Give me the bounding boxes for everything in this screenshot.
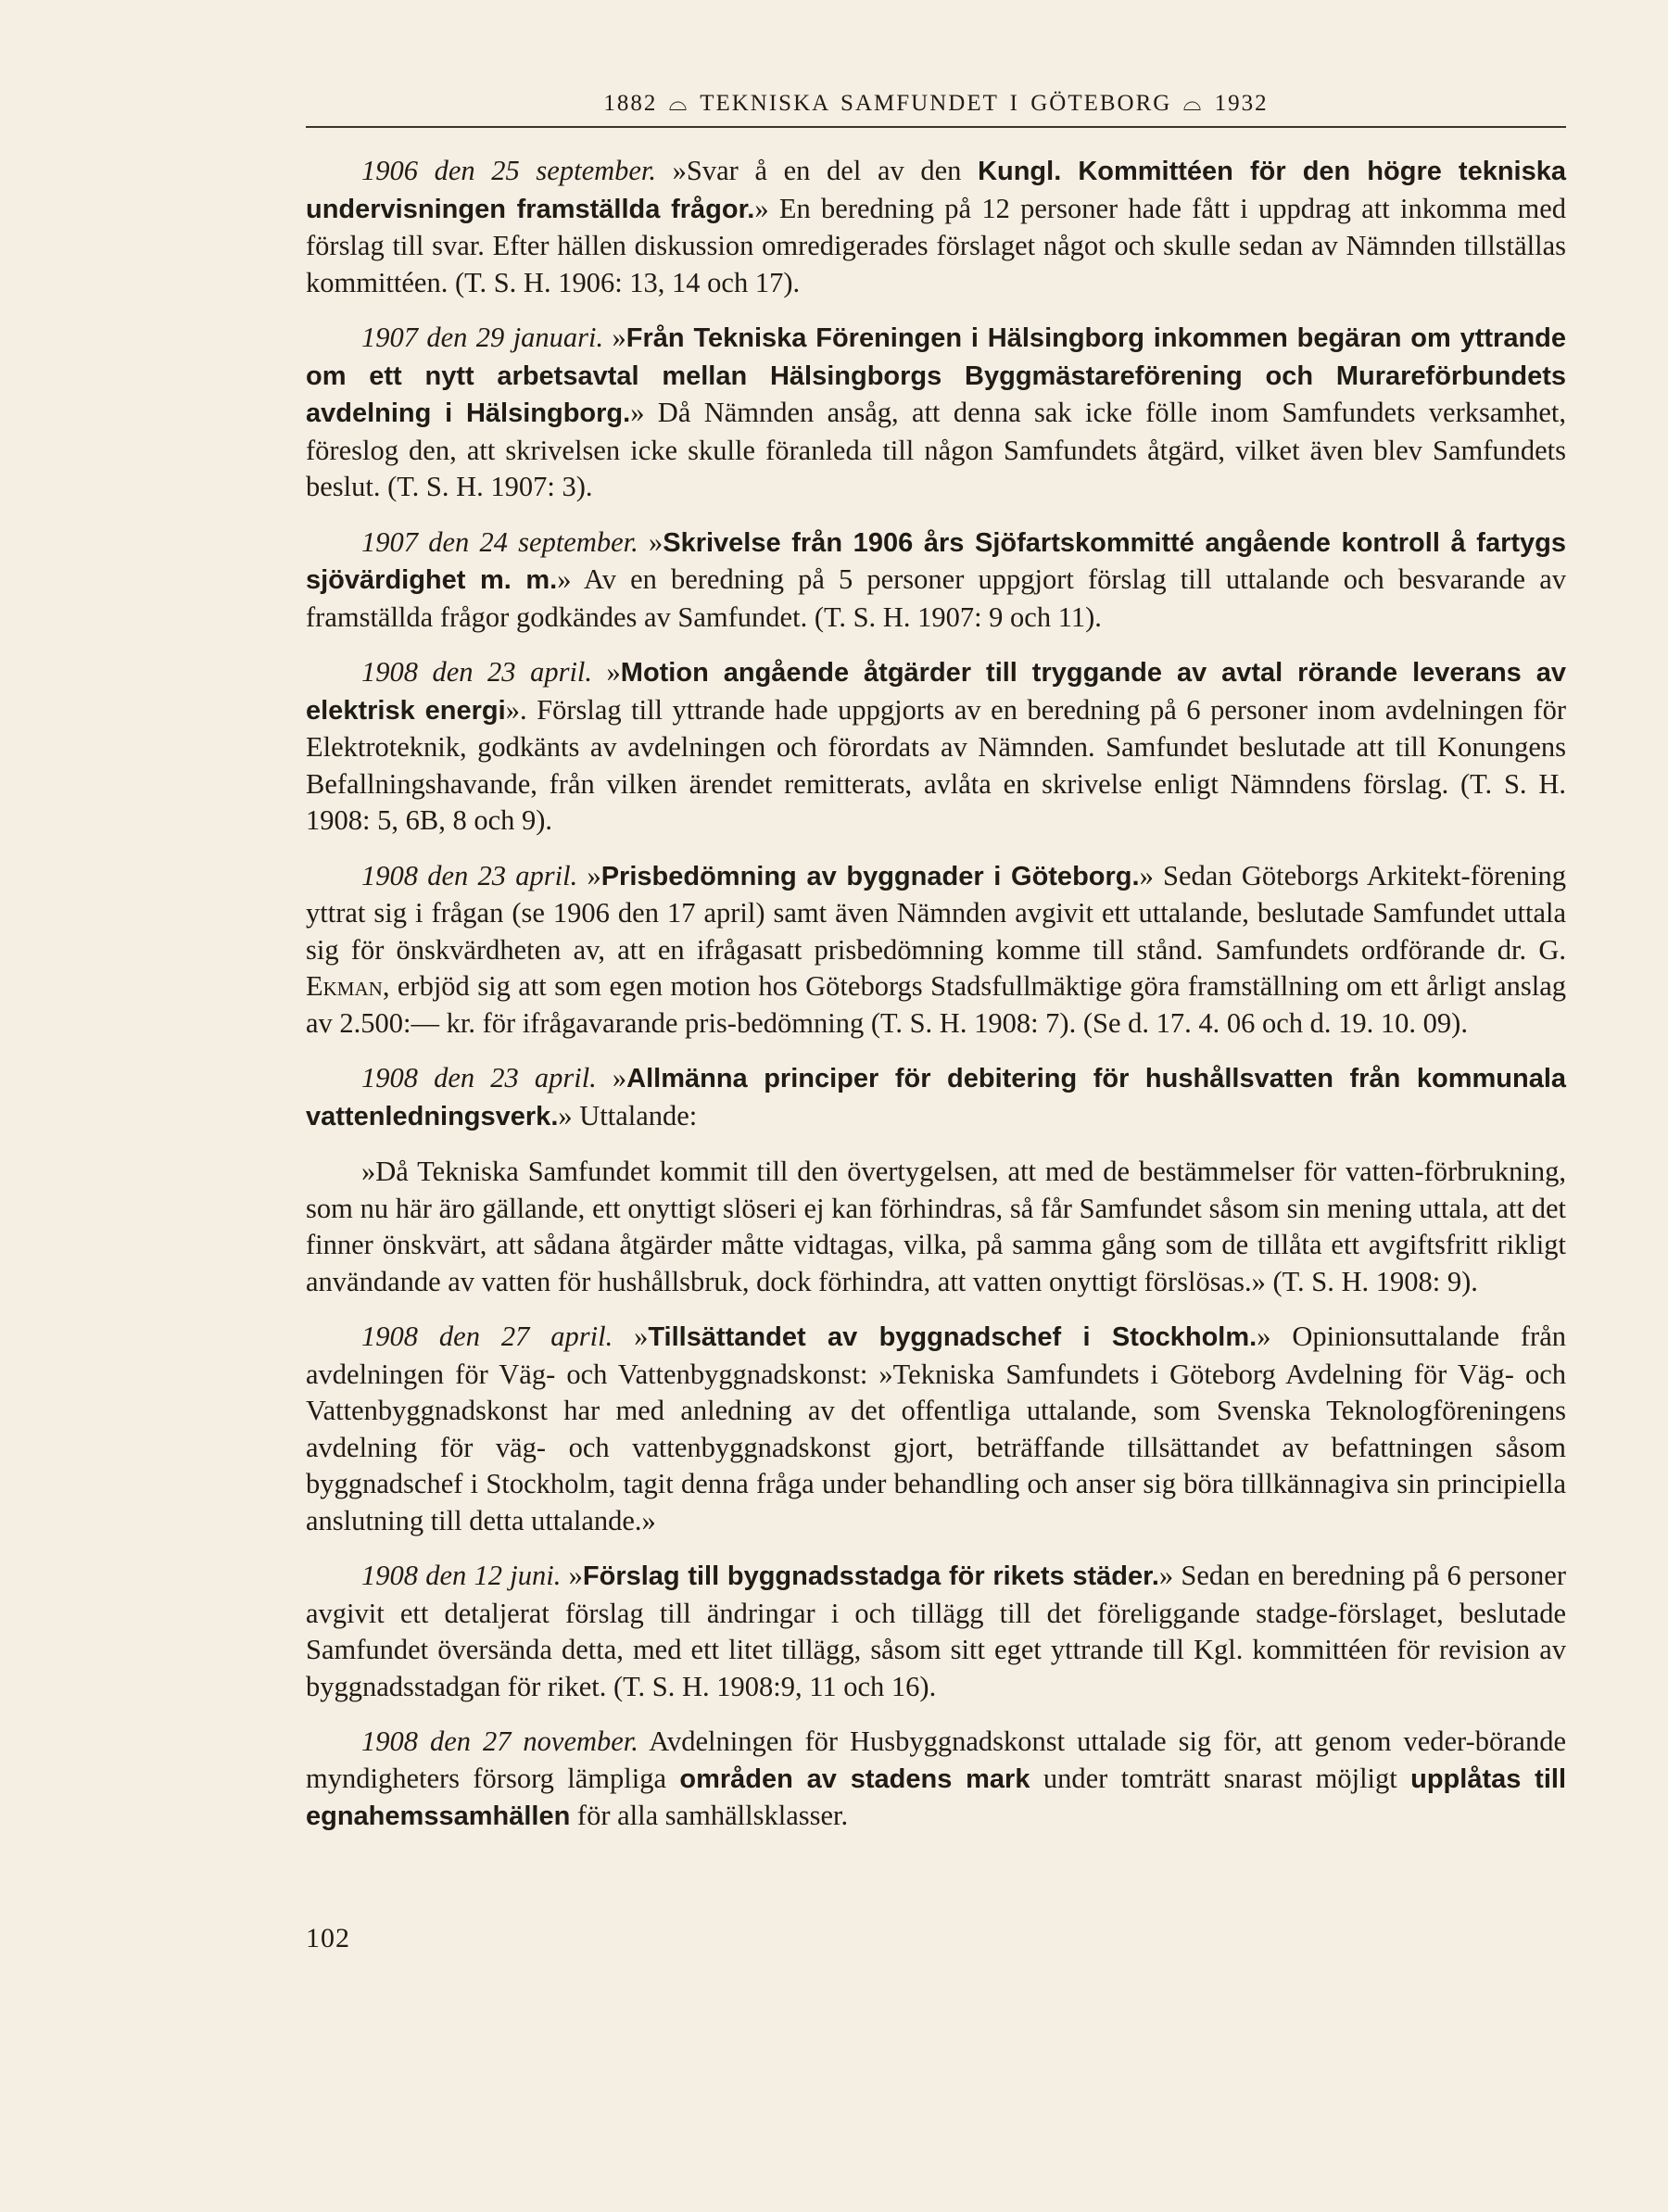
entry-subject: Allmänna principer för debitering för hushållsvatten från kommunala vattenledningsverk. bbox=[306, 1064, 1567, 1131]
entry-date: 1908 den 23 april. bbox=[361, 1062, 597, 1093]
entry-subject: Förslag till byggnadsstadga för rikets städer. bbox=[582, 1561, 1159, 1591]
entry-subject: upplåtas till egnahemssamhällen bbox=[306, 1763, 1566, 1831]
chronicle-entry bbox=[306, 525, 1566, 637]
entry-subject: Från Tekniska Föreningen i Hälsingborg inkommen begäran om yttrande om ett nytt arbetsavtal mellan Hälsingborgs Byggmästareförening och Murareförbundets avdelning i Hälsingborg. bbox=[306, 323, 1567, 428]
entry-text: » bbox=[592, 656, 621, 688]
entry-date: 1908 den 27 april. bbox=[361, 1321, 613, 1352]
page-number: 102 bbox=[306, 1923, 350, 1953]
body-text bbox=[306, 153, 1566, 1854]
entry-text: Avdelningen för Husbyggnadskonst uttalade sig för, att genom veder-börande myndigheters försorg lämpliga bbox=[306, 1725, 1566, 1794]
ornament-icon: ⌓ bbox=[1182, 91, 1204, 116]
chronicle-entry bbox=[306, 1154, 1566, 1300]
entry-subject: områden av stadens mark bbox=[679, 1763, 1030, 1794]
chronicle-entry bbox=[306, 320, 1566, 506]
person-name: Ekman bbox=[306, 970, 383, 1002]
entry-text: » Av en beredning på 5 personer uppgjort förslag till uttalande och besvarande av framställda frågor godkändes av Samfundet. (T. S. H. 1907: 9 och 11). bbox=[306, 563, 1566, 633]
chronicle-entry bbox=[306, 153, 1566, 301]
header-year-end: 1932 bbox=[1214, 91, 1269, 116]
ornament-icon: ⌓ bbox=[668, 91, 689, 116]
entry-text: » bbox=[638, 525, 663, 558]
entry-subject: Motion angående åtgärder till tryggande av avtal rörande leverans av elektrisk energi bbox=[306, 658, 1566, 726]
entry-text: » Sedan en beredning på 6 personer avgivit ett detaljerat förslag till ändringar i och tillägg till det föreliggande stadge-förslaget, beslutade Samfundet översända detta, med ett litet tillägg, såsom sitt eget yttrande till Kgl. kommittéen för revision av byggnadsstadgan för riket. (T. S. H. 1908:9, 11 och 16). bbox=[306, 1560, 1567, 1702]
entry-text: under tomträtt snarast möjligt bbox=[1030, 1762, 1411, 1794]
entry-text: » En beredning på 12 personer hade fått i uppdrag att inkomma med förslag till svar. Efter hällen diskussion omredigerades förslaget något och skulle sedan av Nämnden tillställas kommittéen. (T. S. H. 1906: 13, 14 och 17). bbox=[306, 192, 1566, 298]
entry-date: 1907 den 29 januari. bbox=[361, 322, 604, 353]
chronicle-entry bbox=[306, 1558, 1566, 1705]
header-rule bbox=[306, 126, 1566, 128]
entry-date: 1908 den 27 november. bbox=[361, 1725, 638, 1757]
entry-text: » bbox=[596, 1062, 627, 1093]
chronicle-entry bbox=[306, 858, 1566, 1043]
entry-text: för alla samhällsklasser. bbox=[570, 1800, 849, 1831]
chronicle-entry bbox=[306, 1060, 1566, 1135]
running-header bbox=[306, 91, 1566, 117]
entry-date: 1908 den 12 juni. bbox=[361, 1560, 562, 1591]
entry-subject: Skrivelse från 1906 års Sjöfartskommitté angående kontroll å fartygs sjövärdighet m. m. bbox=[306, 527, 1566, 595]
entry-text: » bbox=[603, 322, 626, 353]
entry-text: » bbox=[613, 1321, 649, 1352]
entry-text: »Då Tekniska Samfundet kommit till den övertygelsen, att med de bestämmelser för vatten-förbrukning, som nu här äro gällande, ett onyttigt slöseri ej kan förhindras, så får Samfundet såsom sin mening uttala, att det finner önskvärt, att sådana åtgärder måtte vidtagas, vilka, på samma gång som de tillåta ett avgiftsfritt rikligt användande av vatten för hushållsbruk, dock förhindra, att vatten onyttigt förslösas.» (T. S. H. 1908: 9). bbox=[306, 1156, 1566, 1297]
entry-date: 1907 den 24 september. bbox=[361, 525, 638, 558]
entry-text: » Opinionsuttalande från avdelningen för Väg- och Vattenbyggnadskonst: »Tekniska Samfundets i Göteborg Avdelning för Väg- och Vattenbyggnadskonst har med anledning av det offentliga uttalande, som Svenska Teknologföreningens avdelning för väg- och vattenbyggnadskonst gjort, beträffande tillsättandet av befattningen såsom byggnadschef i Stockholm, tagit denna fråga under behandling och anser sig böra tillkännagiva sin principiella anslutning till detta uttalande.» bbox=[306, 1321, 1566, 1536]
entry-date: 1908 den 23 april. bbox=[361, 859, 578, 891]
entry-text: , erbjöd sig att som egen motion hos Göteborgs Stadsfullmäktige göra framställning om ett årligt anslag av 2.500:— kr. för ifrågavarande pris-bedömning (T. S. H. 1908: 7). (Se d. 17. 4. 06 och d. 19. 10. 09). bbox=[306, 970, 1566, 1039]
chronicle-entry bbox=[306, 1724, 1566, 1836]
header-year-start: 1882 bbox=[603, 91, 658, 116]
entry-text: » Sedan Göteborgs Arkitekt-förening yttrat sig i frågan (se 1906 den 17 april) samt även Nämnden avgivit ett uttalande, beslutade Samfundet uttala sig för önskvärdheten av, att en ifrågasatt prisbedömning komme till stånd. Samfundets ordförande dr. G. bbox=[306, 859, 1567, 966]
entry-text: » bbox=[561, 1560, 583, 1591]
entry-text: » Då Nämnden ansåg, att denna sak icke fölle inom Samfundets verksamhet, föreslog den, att skrivelsen icke skulle föranleda till någon Samfundets åtgärd, vilket även blev Samfundets beslut. (T. S. H. 1907: 3). bbox=[306, 397, 1566, 502]
entry-date: 1908 den 23 april. bbox=[361, 656, 593, 688]
entry-subject: Kungl. Kommittéen för den högre tekniska undervisningen framställda frågor. bbox=[306, 157, 1567, 224]
entry-text: »Svar å en del av den bbox=[656, 155, 979, 186]
entry-date: 1906 den 25 september. bbox=[361, 155, 657, 186]
header-title: TEKNISKA SAMFUNDET I GÖTEBORG bbox=[700, 91, 1172, 116]
entry-text: » bbox=[577, 859, 601, 891]
entry-text: ». Förslag till yttrande hade uppgjorts av en beredning på 6 personer inom avdelningen för Elektroteknik, godkänts av avdelningen och förordats av Nämnden. Samfundet beslutade att till Konungens Befallningshavande, från vilken ärendet remitterats, avlåta en skrivelse enligt Nämndens förslag. (T. S. H. 1908: 5, 6B, 8 och 9). bbox=[306, 693, 1566, 836]
entry-text: » Uttalande: bbox=[558, 1099, 698, 1131]
entry-subject: Tillsättandet av byggnadschef i Stockholm. bbox=[648, 1322, 1257, 1352]
chronicle-entry bbox=[306, 654, 1566, 840]
chronicle-entry bbox=[306, 1319, 1566, 1539]
entry-subject: Prisbedömning av byggnader i Göteborg. bbox=[600, 861, 1140, 891]
